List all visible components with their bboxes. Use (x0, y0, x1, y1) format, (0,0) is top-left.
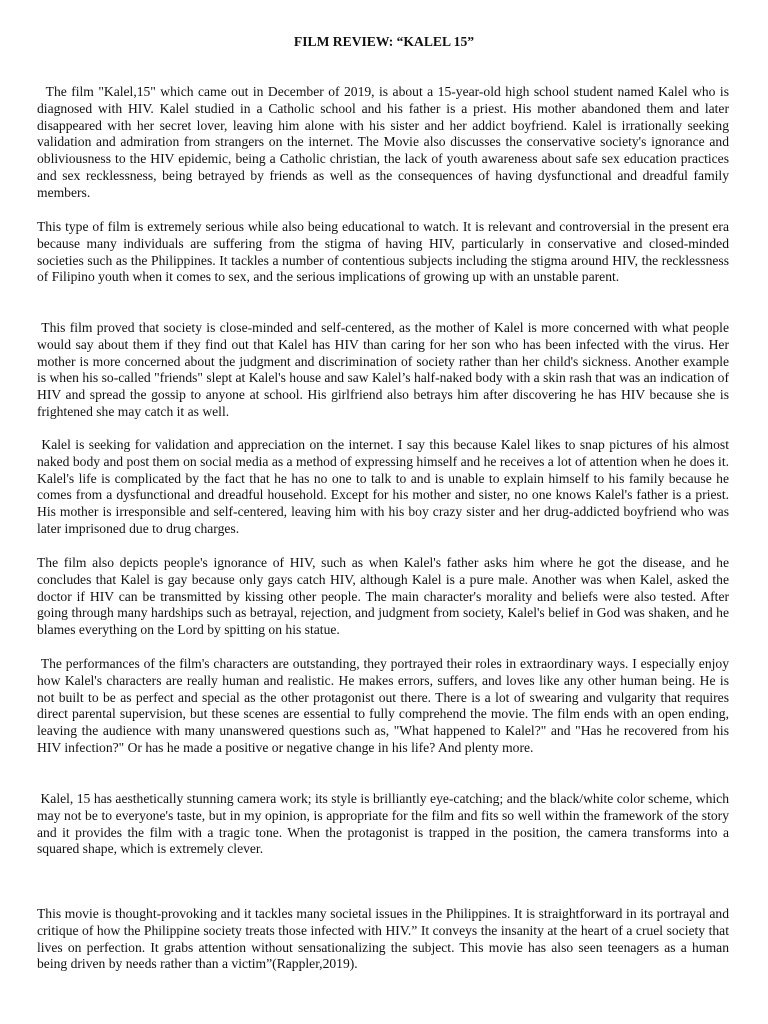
paragraph-ignorance: The film also depicts people's ignorance of HIV, such as when Kalel's father asks him where he got the disease, and he concludes that Kalel is gay because only gays catch HIV, although Kalel is a pure male. Another was when Kalel, asked the doctor if HIV can be transmitted by kissing other people. The main character's morality and beliefs were also tested. After going through many hardships such as betrayal, rejection, and judgment from society, Kalel's belief in God was shaken, and he blames everything on the Lord by spitting on his statue. (37, 555, 729, 638)
paragraph-validation: Kalel is seeking for validation and appreciation on the internet. I say this because Kalel likes to snap pictures of his almost naked body and post them on social media as a method of expressing himself and he receives a lot of attention when he does it. Kalel's life is complicated by the fact that he has no one to talk to and is unable to explain himself to his family because he comes from a dysfunctional and dreadful household. Except for his mother and sister, no one knows Kalel's father is a priest. His mother is irresponsible and self-centered, leaving him with his boy crazy sister and her drug-addicted boyfriend who was later imprisoned due to drug charges. (37, 437, 729, 536)
paragraph-performances: The performances of the film's characters are outstanding, they portrayed their roles in extraordinary ways. I especially enjoy how Kalel's characters are really human and realistic. He makes errors, suffers, and loves like any other human being. He is not built to be as perfect and special as the other protagonist out there. There is a lot of swearing and vulgarity that requires direct parental supervision, but these scenes are essential to fully comprehend the movie. The film ends with an open ending, leaving the audience with many unanswered questions such as, "What happened to Kalel?" and "Has he recovered from his HIV infection?" Or has he made a positive or negative change in his life? And plenty more. (37, 656, 729, 755)
paragraph-conclusion: This movie is thought-provoking and it tackles many societal issues in the Philippines. It is straightforward in its portrayal and critique of how the Philippine society treats those infected with HIV.” It conveys the insanity at the heart of a cruel society that lives on perfection. It grabs attention without sensationalizing the subject. This movie has also seen teenagers as a human being driven by needs rather than a victim”(Rappler,2019). (37, 906, 729, 972)
paragraph-society: This film proved that society is close-minded and self-centered, as the mother of Kalel is more concerned with what people would say about them if they find out that Kalel has HIV than caring for her son who has been infected with the virus. Her mother is more concerned about the judgment and discrimination of society rather than her child's sickness. Another example is when his so-called "friends" slept at Kalel's house and saw Kalel’s half-naked body with a skin rash that was an indication of HIV and spread the gossip to anyone at school. His girlfriend also betrays him after discovering he has HIV because she is frightened she may catch it as well. (37, 320, 729, 419)
paragraph-intro: The film "Kalel,15" which came out in December of 2019, is about a 15-year-old high school student named Kalel who is diagnosed with HIV. Kalel studied in a Catholic school and his father is a priest. His mother abandoned them and later disappeared with her secret lover, leaving him alone with his sister and her addict boyfriend. Kalel is irrationally seeking validation and admiration from strangers on the internet. The Movie also discusses the conservative society's ignorance and obliviousness to the HIV epidemic, being a Catholic christian, the lack of youth awareness about safe sex education practices and sex recklessness, being betrayed by friends as well as the consequences of having dysfunctional and dreadful family members. (37, 84, 729, 200)
paragraph-camera-work: Kalel, 15 has aesthetically stunning camera work; its style is brilliantly eye-catching; and the black/white color scheme, which may not be to everyone's taste, but in my opinion, is appropriate for the film and fits so well within the framework of the story and it provides the film with a tragic tone. When the protagonist is trapped in the position, the camera transforms into a squared shape, which is extremely clever. (37, 791, 729, 857)
page-title: FILM REVIEW: “KALEL 15” (293, 34, 475, 49)
paragraph-relevance: This type of film is extremely serious while also being educational to watch. It is relevant and controversial in the present era because many individuals are suffering from the stigma of having HIV, particularly in conservative and closed-minded societies such as the Philippines. It tackles a number of contentious subjects including the stigma around HIV, the recklessness of Filipino youth when it comes to sex, and the serious implications of growing up with an unstable parent. (37, 219, 729, 285)
